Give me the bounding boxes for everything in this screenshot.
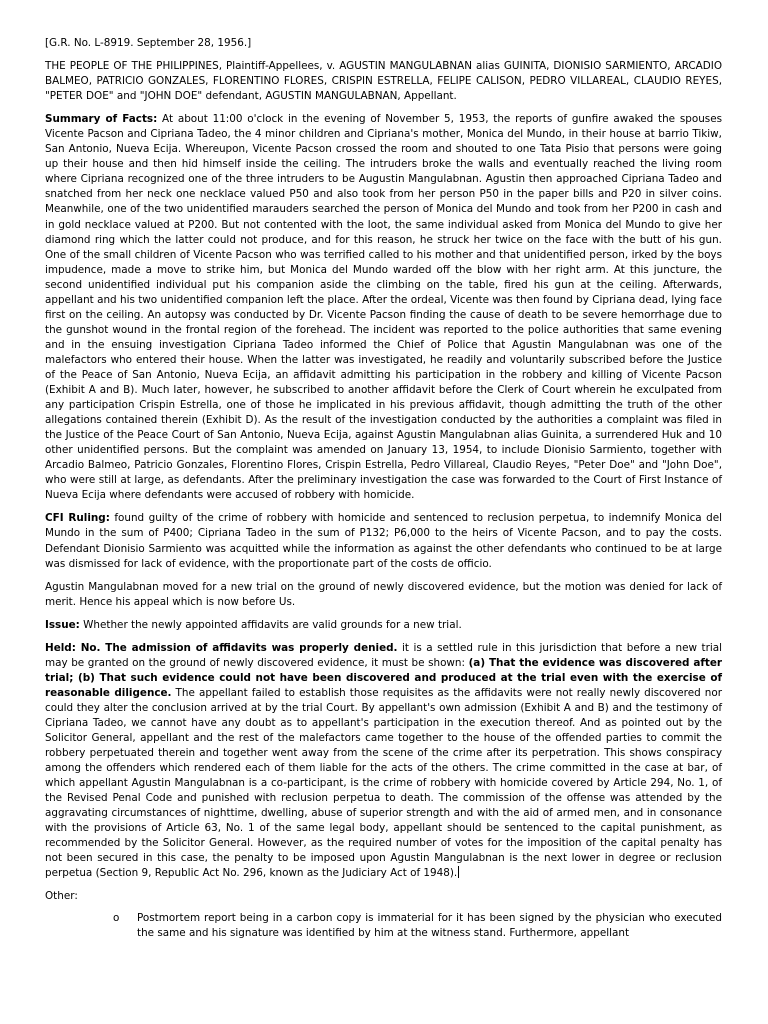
issue-paragraph	[45, 618, 722, 633]
held-text-2: The appellant failed to establish those requisites as the affidavits were not really newly discovered nor could they alter the conclusion arrived at by the trial Court. By appellant's own admission (Exhibit A and B) and the testimony of Cipriana Tadeo, we cannot have any doubt as to appellant's participation in the execution thereof. And as pointed out by the Solicitor General, appellant and the rest of the malefactors came together to the house of the offended parties to commit the robbery perpetuated therein and together went away from the scene of the crime after its perpetration. This shows conspiracy among the offenders which rendered each of them liable for the acts of the others. The crime committed in the case at bar, of which appellant Agustin Mangulabnan is a co-participant, is the crime of robbery with homicide covered by Article 294, No. 1, of the Revised Penal Code and punished with reclusion perpetua to death. The commission of the offense was attended by the aggravating circumstances of nighttime, dwelling, abuse of superior strength and with the aid of armed men, and in consonance with the provisions of Article 63, No. 1 of the same legal body, appellant should be sentenced to the capital punishment, as recommended by the Solicitor General. However, as the required number of votes for the imposition of the capital penalty has not been secured in this case, the penalty to be imposed upon Agustin Mangulabnan is the next lower in degree or reclusion perpetua (Section 9, Republic Act No. 296, known as the Judiciary Act of 1948).	[45, 686, 722, 880]
facts-text: At about 11:00 o'clock in the evening of November 5, 1953, the reports of gunfire awaked the spouses Vicente Pacson and Cipriana Tadeo, the 4 minor children and Cipriana's mother, Monica del Mundo, in their house at barrio Tikiw, San Antonio, Nueva Ecija. Whereupon, Vicente Pacson crossed the room and shouted to one Tata Pisio that persons were going up their house and then hid himself inside the ceiling. The intruders broke the walls and eventually reached the living room where Cipriana recognized one of the three intruders to be Augustin Mangulabnan. Agustin then approached Cipriana Tadeo and snatched from her neck one necklace valued P50 and also took from her person P50 in the paper bills and P20 in silver coins. Meanwhile, one of the two unidentified marauders searched the person of Monica del Mundo and took from her P200 in cash and in gold necklace valued at P200. But not contented with the loot, the same individual asked from Monica del Mundo to give her diamond ring which the latter could not produce, and for this reason, he struck her twice on the face with the butt of his gun. One of the small children of Vicente Pacson who was terrified called to his mother and that unidentified person, irked by the boys impudence, made a move to strike him, but Monica del Mundo warded off the blow with her right arm. At this juncture, the second unidentified individual put his companion aside the climbing on the table, fired his gun at the ceiling. Afterwards, appellant and his two unidentified companion left the place. After the ordeal, Vicente was then found by Cipriana dead, lying face first on the ceiling. An autopsy was conducted by Dr. Vicente Pacson finding the cause of death to be severe hemorrhage due to the gunshot wound in the frontal region of the forehead. The incident was reported to the police authorities that same evening and in the ensuing investigation Cipriana Tadeo informed the Chief of Police that Agustin Mangulabnan was one of the malefactors who entered their house. When the latter was investigated, he readily and voluntarily subscribed before the Justice of the Peace of San Antonio, Nueva Ecija, an affidavit admitting his participation in the robbery and killing of Vicente Pacson (Exhibit A and B). Much later, however, he subscribed to another affidavit before the Clerk of Court wherein he exculpated from any participation Crispin Estrella, one of those he implicated in his previous affidavit, though admitting the truth of the other allegations contained therein (Exhibit D). As the result of the investigation conducted by the authorities a complaint was filed in the Justice of the Peace Court of San Antonio, Nueva Ecija, against Agustin Mangulabnan alias Guinita, a surrendered Huk and 10 other unidentified persons. But the complaint was amended on January 13, 1954, to include Dionisio Sarmiento, together with Arcadio Balmeo, Patricio Gonzales, Florentino Flores, Crispin Estrella, Pedro Villareal, Claudio Reyes, "Peter Doe" and "John Doe", who were still at large, as defendants. After the preliminary investigation the case was forwarded to the Court of First Instance of Nueva Ecija where defendants were accused of robbery with homicide.	[45, 113, 723, 502]
text-cursor	[458, 866, 459, 878]
cfi-label: CFI Ruling:	[45, 512, 110, 525]
other-label: Other:	[45, 890, 78, 903]
issue-label: Issue:	[45, 618, 80, 631]
list-item	[45, 911, 722, 941]
other-list	[45, 911, 722, 941]
issue-text: Whether the newly appointed affidavits are valid grounds for a new trial.	[79, 618, 462, 631]
summary-of-facts	[45, 112, 722, 503]
document-page	[45, 36, 722, 941]
held-label: Held: No. The admission of affidavits was properly denied.	[45, 641, 398, 654]
held-text-1: it is a settled rule in this jurisdiction that before a new trial may be granted on the ground of newly discovered evidence, it must be shown:	[45, 641, 723, 669]
held-requisites: (a) That the evidence was discovered after trial; (b) That such evidence could not have been discovered and produced at the trial even with the exercise of reasonable diligence.	[45, 656, 722, 699]
cfi-text: found guilty of the crime of robbery with homicide and sentenced to reclusion perpetua, to indemnify Monica del Mundo in the sum of P400; Cipriana Tadeo in the sum of P132; P6,000 to the heirs of Vicente Pacson, and to pay the costs. Defendant Dionisio Sarmiento was acquitted while the information as against the other defendants who continued to be at large was dismissed for lack of evidence, with the proportionate part of the costs de officio.	[45, 512, 723, 570]
list-item-text: Postmortem report being in a carbon copy is immaterial for it has been signed by the physician who executed the same and his signature was identified by him at the witness stand. Furthermore, appellant	[137, 911, 722, 939]
held-paragraph	[45, 641, 722, 882]
bullet-marker: o	[113, 911, 120, 924]
case-reference: [G.R. No. L-8919. September 28, 1956.]	[45, 37, 252, 49]
facts-label: Summary of Facts:	[45, 113, 158, 126]
cfi-ruling	[45, 511, 722, 571]
appeal-paragraph: Agustin Mangulabnan moved for a new trial on the ground of newly discovered evidence, but the motion was denied for lack of merit. Hence his appeal which is now before Us.	[45, 580, 722, 608]
case-parties: THE PEOPLE OF THE PHILIPPINES, Plaintiff-Appellees, v. AGUSTIN MANGULABNAN alias GUINITA, DIONISIO SARMIENTO, ARCADIO BALMEO, PATRICIO GONZALES, FLORENTINO FLORES, CRISPIN ESTRELLA, FELIPE CALISON, PEDRO VILLAREAL, CLAUDIO REYES, "PETER DOE" and "JOHN DOE" defendant, AGUSTIN MANGULABNAN, Appellant.	[45, 60, 722, 103]
